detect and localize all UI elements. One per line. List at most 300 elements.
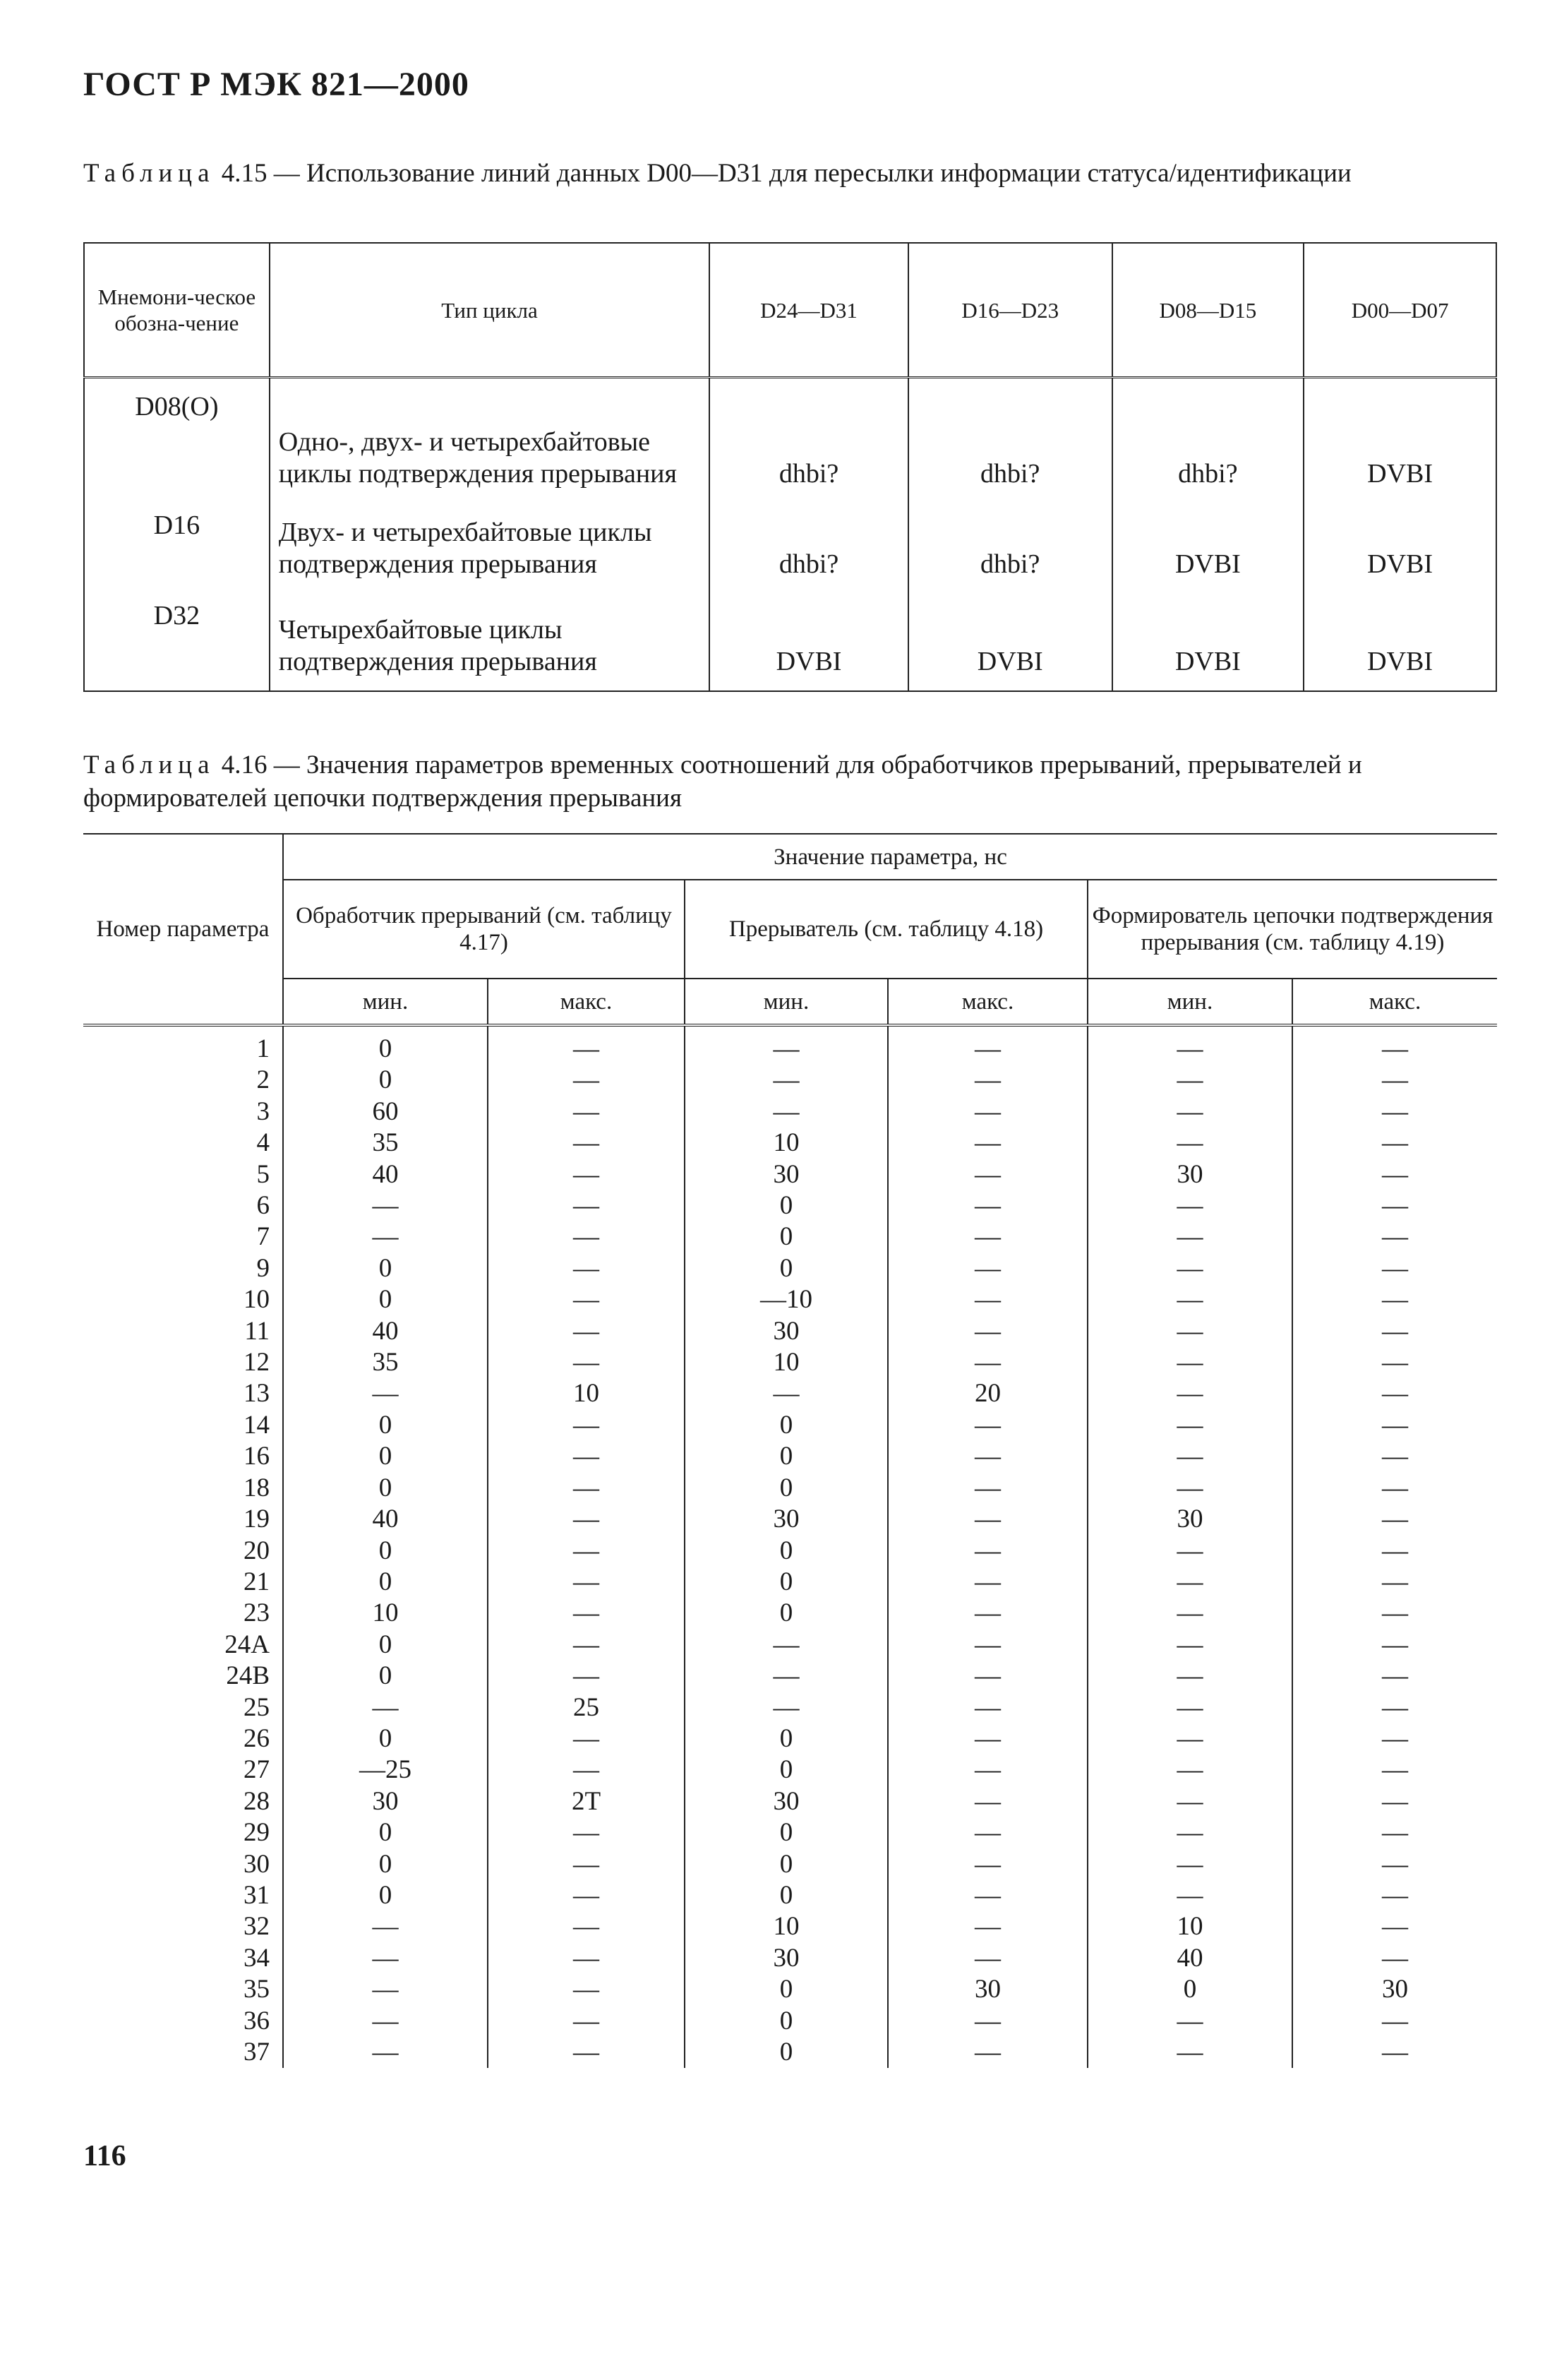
handler-min-cell: 0 — [283, 1536, 488, 1567]
d00-d07-cell: DVBI — [1304, 503, 1496, 593]
chain-min-cell: — — [1088, 1221, 1292, 1252]
chain-min-cell: — — [1088, 1253, 1292, 1284]
d08-d15-cell: DVBI — [1112, 593, 1304, 691]
handler-min-cell: 40 — [283, 1316, 488, 1347]
interrupter-min-cell: 0 — [685, 1410, 888, 1441]
column-header-interrupt-handler: Обработчик прерываний (см. таблицу 4.17) — [283, 880, 685, 979]
column-header-min: мин. — [1088, 979, 1292, 1025]
interrupter-min-cell: — — [685, 1096, 888, 1128]
interrupter-min-cell: 0 — [685, 1974, 888, 2005]
caption-text: 4.15 — Использование линий данных D00—D31 для пересылки информации статуса/идентификации — [221, 159, 1352, 188]
chain-max-cell: — — [1292, 1536, 1497, 1567]
table-row — [83, 1880, 1497, 1911]
chain-min-cell: — — [1088, 1473, 1292, 1504]
table-row — [83, 1943, 1497, 1974]
param-number-cell: 30 — [244, 1849, 270, 1879]
column-header-d16-d23: D16—D23 — [908, 243, 1112, 378]
param-number-cell: 27 — [244, 1755, 270, 1785]
chain-min-cell: 30 — [1088, 1159, 1292, 1190]
cycle-type-cell: Одно-, двух- и четырехбайтовые циклы подтверждения прерывания — [270, 384, 709, 503]
interrupter-min-cell: — — [685, 1661, 888, 1692]
handler-max-cell: — — [488, 1598, 685, 1629]
chain-min-cell: — — [1088, 1128, 1292, 1159]
chain-min-cell: — — [1088, 1190, 1292, 1221]
chain-min-cell: — — [1088, 1378, 1292, 1409]
interrupter-min-cell: 0 — [685, 1253, 888, 1284]
d16-d23-cell: dhbi? — [908, 384, 1112, 503]
handler-max-cell: 2T — [488, 1786, 685, 1817]
param-number-cell: 1 — [256, 1034, 270, 1063]
interrupter-min-cell: 0 — [685, 1567, 888, 1598]
param-number-cell: 18 — [244, 1473, 270, 1502]
chain-min-cell: — — [1088, 1316, 1292, 1347]
interrupter-max-cell: — — [888, 1723, 1088, 1754]
table-row — [83, 1034, 1497, 1065]
handler-max-cell: — — [488, 1316, 685, 1347]
interrupter-max-cell: — — [888, 1817, 1088, 1848]
param-number-cell: 37 — [244, 2038, 270, 2067]
interrupter-min-cell: — — [685, 1629, 888, 1661]
param-number-cell: 24B — [226, 1661, 270, 1691]
chain-min-cell: — — [1088, 1536, 1292, 1567]
interrupter-min-cell: 0 — [685, 1817, 888, 1848]
param-number-cell: 32 — [244, 1912, 270, 1942]
handler-min-cell: — — [283, 2037, 488, 2068]
interrupter-max-cell: — — [888, 1253, 1088, 1284]
handler-min-cell: — — [283, 1692, 488, 1723]
interrupter-min-cell: 10 — [685, 1347, 888, 1378]
param-number-cell: 11 — [244, 1316, 270, 1346]
chain-max-cell: — — [1292, 1410, 1497, 1441]
mnemonic-cell: D16 — [84, 503, 270, 593]
table-header-row — [84, 243, 1496, 378]
interrupter-min-cell: — — [685, 1065, 888, 1096]
chain-max-cell: — — [1292, 1598, 1497, 1629]
param-number-cell: 26 — [244, 1723, 270, 1753]
handler-min-cell: 40 — [283, 1159, 488, 1190]
param-number-cell: 31 — [244, 1880, 270, 1910]
handler-max-cell: — — [488, 1128, 685, 1159]
interrupter-max-cell: — — [888, 1347, 1088, 1378]
chain-max-cell: — — [1292, 2037, 1497, 2068]
chain-max-cell: — — [1292, 1284, 1497, 1315]
handler-min-cell: 35 — [283, 1347, 488, 1378]
chain-min-cell: — — [1088, 1754, 1292, 1786]
handler-max-cell: — — [488, 1190, 685, 1221]
param-number-cell: 16 — [244, 1442, 270, 1471]
param-number-cell: 14 — [244, 1410, 270, 1440]
table-415-caption — [83, 157, 1497, 190]
column-header-min: мин. — [283, 979, 488, 1025]
chain-min-cell: — — [1088, 1817, 1292, 1848]
table-row — [83, 2006, 1497, 2037]
table-416 — [83, 833, 1497, 2068]
interrupter-min-cell: 0 — [685, 1473, 888, 1504]
interrupter-min-cell: 10 — [685, 1911, 888, 1942]
chain-max-cell: — — [1292, 1943, 1497, 1974]
handler-max-cell: — — [488, 1974, 685, 2005]
chain-max-cell: — — [1292, 1504, 1497, 1535]
interrupter-min-cell: 0 — [685, 1536, 888, 1567]
column-header-min: мин. — [685, 979, 888, 1025]
handler-max-cell: — — [488, 2006, 685, 2037]
column-header-ack-chain-former: Формирователь цепочки подтверждения прерывания (см. таблицу 4.19) — [1088, 880, 1497, 979]
chain-max-cell: — — [1292, 1567, 1497, 1598]
param-number-cell: 21 — [244, 1567, 270, 1596]
table-row — [83, 1347, 1497, 1378]
column-header-cycle-type: Тип цикла — [270, 243, 709, 378]
interrupter-min-cell: 0 — [685, 1190, 888, 1221]
table-row — [83, 1316, 1497, 1347]
chain-max-cell: — — [1292, 1473, 1497, 1504]
handler-max-cell: — — [488, 1410, 685, 1441]
param-number-cell: 10 — [244, 1285, 270, 1315]
interrupter-max-cell: — — [888, 2037, 1088, 2068]
handler-min-cell: —25 — [283, 1754, 488, 1786]
handler-max-cell: — — [488, 1284, 685, 1315]
handler-min-cell: 0 — [283, 1817, 488, 1848]
chain-max-cell: — — [1292, 1629, 1497, 1661]
cycle-type-cell: Двух- и четырехбайтовые циклы подтверждения прерывания — [270, 503, 709, 593]
chain-min-cell: — — [1088, 1629, 1292, 1661]
table-row — [83, 1817, 1497, 1848]
interrupter-min-cell: 0 — [685, 1221, 888, 1252]
table-row — [83, 1410, 1497, 1441]
interrupter-max-cell: — — [888, 1034, 1088, 1065]
interrupter-min-cell: 0 — [685, 2037, 888, 2068]
chain-max-cell: — — [1292, 2006, 1497, 2037]
table-row — [83, 1378, 1497, 1409]
handler-max-cell: — — [488, 1629, 685, 1661]
interrupter-max-cell: — — [888, 1692, 1088, 1723]
chain-min-cell: — — [1088, 1441, 1292, 1472]
chain-min-cell: — — [1088, 1661, 1292, 1692]
chain-max-cell: 30 — [1292, 1974, 1497, 2005]
column-header-max: макс. — [488, 979, 685, 1025]
table-row — [83, 1096, 1497, 1128]
column-header-interrupter: Прерыватель (см. таблицу 4.18) — [685, 880, 1088, 979]
d00-d07-cell: DVBI — [1304, 384, 1496, 503]
table-row — [83, 1849, 1497, 1880]
chain-max-cell: — — [1292, 1316, 1497, 1347]
column-header-d00-d07: D00—D07 — [1304, 243, 1496, 378]
handler-min-cell: 0 — [283, 1410, 488, 1441]
interrupter-min-cell: 10 — [685, 1128, 888, 1159]
param-number-cell: 28 — [244, 1786, 270, 1816]
chain-min-cell: 30 — [1088, 1504, 1292, 1535]
interrupter-max-cell: — — [888, 1128, 1088, 1159]
handler-min-cell: — — [283, 1221, 488, 1252]
table-row — [83, 1159, 1497, 1190]
interrupter-max-cell: — — [888, 1473, 1088, 1504]
chain-min-cell: 0 — [1088, 1974, 1292, 2005]
handler-max-cell: — — [488, 1347, 685, 1378]
column-header-max: макс. — [888, 979, 1088, 1025]
param-number-cell: 25 — [244, 1692, 270, 1722]
handler-min-cell: 30 — [283, 1786, 488, 1817]
handler-min-cell: 0 — [283, 1849, 488, 1880]
handler-min-cell: — — [283, 2006, 488, 2037]
chain-max-cell: — — [1292, 1786, 1497, 1817]
d08-d15-cell: dhbi? — [1112, 384, 1304, 503]
table-row — [83, 2037, 1497, 2068]
handler-min-cell: 40 — [283, 1504, 488, 1535]
param-number-cell: 13 — [244, 1379, 270, 1409]
interrupter-max-cell: — — [888, 1629, 1088, 1661]
handler-min-cell: 0 — [283, 1034, 488, 1065]
chain-max-cell: — — [1292, 1034, 1497, 1065]
handler-min-cell: 0 — [283, 1253, 488, 1284]
interrupter-min-cell: 0 — [685, 1849, 888, 1880]
handler-max-cell: — — [488, 1221, 685, 1252]
chain-min-cell: — — [1088, 1034, 1292, 1065]
column-header-d08-d15: D08—D15 — [1112, 243, 1304, 378]
chain-max-cell: — — [1292, 1378, 1497, 1409]
cycle-type-cell: Четырехбайтовые циклы подтверждения прерывания — [270, 593, 709, 691]
handler-max-cell: — — [488, 1754, 685, 1786]
interrupter-max-cell: — — [888, 1284, 1088, 1315]
chain-max-cell: — — [1292, 1096, 1497, 1128]
chain-min-cell: — — [1088, 1849, 1292, 1880]
table-row — [83, 1221, 1497, 1252]
chain-max-cell: — — [1292, 1159, 1497, 1190]
handler-max-cell: — — [488, 1661, 685, 1692]
interrupter-max-cell: — — [888, 1661, 1088, 1692]
table-row — [84, 384, 1496, 503]
table-row — [83, 1754, 1497, 1786]
table-row — [83, 1536, 1497, 1567]
param-number-cell: 29 — [244, 1818, 270, 1848]
handler-max-cell: — — [488, 1159, 685, 1190]
handler-min-cell: 0 — [283, 1065, 488, 1096]
table-row — [84, 503, 1496, 593]
interrupter-max-cell: — — [888, 1786, 1088, 1817]
interrupter-max-cell: — — [888, 1065, 1088, 1096]
handler-max-cell: — — [488, 1473, 685, 1504]
interrupter-max-cell: — — [888, 1911, 1088, 1942]
handler-max-cell: — — [488, 1723, 685, 1754]
chain-min-cell: — — [1088, 1567, 1292, 1598]
handler-max-cell: — — [488, 1817, 685, 1848]
chain-max-cell: — — [1292, 1692, 1497, 1723]
param-number-cell: 23 — [244, 1598, 270, 1628]
column-header-mnemonic: Мнемони-ческое обозна-чение — [84, 243, 270, 378]
handler-min-cell: 35 — [283, 1128, 488, 1159]
interrupter-max-cell: — — [888, 1410, 1088, 1441]
chain-max-cell: — — [1292, 1190, 1497, 1221]
handler-min-cell: 0 — [283, 1880, 488, 1911]
interrupter-min-cell: 0 — [685, 1441, 888, 1472]
handler-min-cell: 10 — [283, 1598, 488, 1629]
handler-max-cell: — — [488, 1849, 685, 1880]
interrupter-min-cell: — — [685, 1692, 888, 1723]
column-header-d24-d31: D24—D31 — [709, 243, 908, 378]
interrupter-min-cell: 0 — [685, 1880, 888, 1911]
mnemonic-cell: D32 — [84, 593, 270, 691]
interrupter-max-cell: — — [888, 1880, 1088, 1911]
chain-min-cell: — — [1088, 1284, 1292, 1315]
interrupter-min-cell: — — [685, 1378, 888, 1409]
handler-min-cell: 0 — [283, 1284, 488, 1315]
header-separator — [84, 378, 1496, 385]
chain-min-cell: — — [1088, 1598, 1292, 1629]
param-number-cell: 9 — [256, 1253, 270, 1283]
chain-max-cell: — — [1292, 1253, 1497, 1284]
caption-label: Таблица — [83, 751, 215, 779]
table-row — [84, 593, 1496, 691]
interrupter-max-cell: — — [888, 2006, 1088, 2037]
chain-min-cell: — — [1088, 1410, 1292, 1441]
table-row — [83, 1253, 1497, 1284]
chain-max-cell: — — [1292, 1849, 1497, 1880]
handler-min-cell: — — [283, 1943, 488, 1974]
param-number-cell: 36 — [244, 2006, 270, 2035]
chain-min-cell: — — [1088, 1692, 1292, 1723]
chain-min-cell: — — [1088, 1347, 1292, 1378]
chain-max-cell: — — [1292, 1065, 1497, 1096]
handler-min-cell: 0 — [283, 1629, 488, 1661]
table-row — [83, 1284, 1497, 1315]
mnemonic-cell: D08(O) — [84, 384, 270, 503]
handler-min-cell: — — [283, 1190, 488, 1221]
param-number-cell: 2 — [256, 1065, 270, 1095]
param-number-cell: 20 — [244, 1536, 270, 1565]
interrupter-max-cell: — — [888, 1567, 1088, 1598]
interrupter-min-cell: 30 — [685, 1316, 888, 1347]
handler-max-cell: — — [488, 1065, 685, 1096]
handler-max-cell: 25 — [488, 1692, 685, 1723]
d24-d31-cell: dhbi? — [709, 503, 908, 593]
chain-min-cell: — — [1088, 1065, 1292, 1096]
page-number: 116 — [83, 2140, 126, 2172]
chain-max-cell: — — [1292, 1441, 1497, 1472]
interrupter-max-cell: — — [888, 1598, 1088, 1629]
interrupter-min-cell: 30 — [685, 1159, 888, 1190]
handler-min-cell: — — [283, 1974, 488, 2005]
interrupter-max-cell: — — [888, 1754, 1088, 1786]
chain-min-cell: — — [1088, 1096, 1292, 1128]
table-row — [83, 1504, 1497, 1535]
handler-min-cell: 0 — [283, 1567, 488, 1598]
handler-max-cell: — — [488, 1943, 685, 1974]
handler-max-cell: — — [488, 1880, 685, 1911]
handler-min-cell: 0 — [283, 1441, 488, 1472]
chain-max-cell: — — [1292, 1723, 1497, 1754]
chain-min-cell: 40 — [1088, 1943, 1292, 1974]
chain-max-cell: — — [1292, 1221, 1497, 1252]
d08-d15-cell: DVBI — [1112, 503, 1304, 593]
table-row — [83, 1974, 1497, 2005]
interrupter-min-cell: 30 — [685, 1504, 888, 1535]
chain-max-cell: — — [1292, 1880, 1497, 1911]
handler-min-cell: 0 — [283, 1473, 488, 1504]
table-row — [83, 1441, 1497, 1472]
handler-min-cell: — — [283, 1911, 488, 1942]
handler-min-cell: 0 — [283, 1723, 488, 1754]
table-row — [83, 1911, 1497, 1942]
interrupter-min-cell: —10 — [685, 1284, 888, 1315]
caption-text: 4.16 — Значения параметров временных соотношений для обработчиков прерываний, прерывателей и формирователей цепочки подтверждения прерывания — [83, 751, 1362, 813]
interrupter-max-cell: — — [888, 1190, 1088, 1221]
caption-label: Таблица — [83, 159, 215, 188]
table-row — [83, 1190, 1497, 1221]
table-416-body — [83, 1034, 1497, 2068]
interrupter-max-cell: — — [888, 1441, 1088, 1472]
interrupter-min-cell: 30 — [685, 1786, 888, 1817]
table-row — [83, 1723, 1497, 1754]
table-416-caption — [83, 748, 1497, 815]
d24-d31-cell: dhbi? — [709, 384, 908, 503]
chain-min-cell: — — [1088, 2006, 1292, 2037]
interrupter-max-cell: — — [888, 1536, 1088, 1567]
param-number-cell: 12 — [244, 1348, 270, 1377]
param-number-cell: 3 — [256, 1096, 270, 1126]
d16-d23-cell: dhbi? — [908, 503, 1112, 593]
handler-max-cell: — — [488, 1096, 685, 1128]
handler-max-cell: — — [488, 1536, 685, 1567]
d24-d31-cell: DVBI — [709, 593, 908, 691]
table-row — [83, 1629, 1497, 1661]
column-header-param-number: Номер параметра — [83, 834, 283, 1025]
column-header-max: макс. — [1292, 979, 1497, 1025]
interrupter-min-cell: 0 — [685, 1723, 888, 1754]
table-row — [83, 1692, 1497, 1723]
d16-d23-cell: DVBI — [908, 593, 1112, 691]
handler-max-cell: 10 — [488, 1378, 685, 1409]
interrupter-min-cell: 0 — [685, 1598, 888, 1629]
table-415 — [83, 242, 1497, 692]
table-row — [83, 1128, 1497, 1159]
param-number-cell: 7 — [256, 1222, 270, 1252]
handler-max-cell: — — [488, 1911, 685, 1942]
table-row — [83, 1473, 1497, 1504]
interrupter-max-cell: — — [888, 1849, 1088, 1880]
handler-max-cell: — — [488, 1253, 685, 1284]
interrupter-max-cell: — — [888, 1221, 1088, 1252]
chain-max-cell: — — [1292, 1347, 1497, 1378]
interrupter-max-cell: 30 — [888, 1974, 1088, 2005]
document-header: ГОСТ Р МЭК 821—2000 — [83, 66, 469, 103]
interrupter-max-cell: — — [888, 1504, 1088, 1535]
column-header-param-value: Значение параметра, нс — [283, 834, 1497, 880]
handler-max-cell: — — [488, 1567, 685, 1598]
interrupter-min-cell: 30 — [685, 1943, 888, 1974]
interrupter-max-cell: — — [888, 1943, 1088, 1974]
param-number-cell: 4 — [256, 1128, 270, 1158]
interrupter-min-cell: 0 — [685, 2006, 888, 2037]
chain-max-cell: — — [1292, 1911, 1497, 1942]
d00-d07-cell: DVBI — [1304, 593, 1496, 691]
param-number-cell: 19 — [244, 1505, 270, 1534]
chain-max-cell: — — [1292, 1128, 1497, 1159]
chain-min-cell: — — [1088, 2037, 1292, 2068]
handler-min-cell: — — [283, 1378, 488, 1409]
interrupter-min-cell: — — [685, 1034, 888, 1065]
handler-max-cell: — — [488, 1504, 685, 1535]
chain-max-cell: — — [1292, 1661, 1497, 1692]
chain-max-cell: — — [1292, 1754, 1497, 1786]
chain-min-cell: — — [1088, 1880, 1292, 1911]
table-row — [83, 1567, 1497, 1598]
interrupter-max-cell: — — [888, 1316, 1088, 1347]
chain-min-cell: 10 — [1088, 1911, 1292, 1942]
interrupter-max-cell: — — [888, 1159, 1088, 1190]
chain-max-cell: — — [1292, 1817, 1497, 1848]
handler-max-cell: — — [488, 1441, 685, 1472]
header-separator — [83, 1025, 1497, 1034]
handler-min-cell: 0 — [283, 1661, 488, 1692]
param-number-cell: 35 — [244, 1975, 270, 2004]
